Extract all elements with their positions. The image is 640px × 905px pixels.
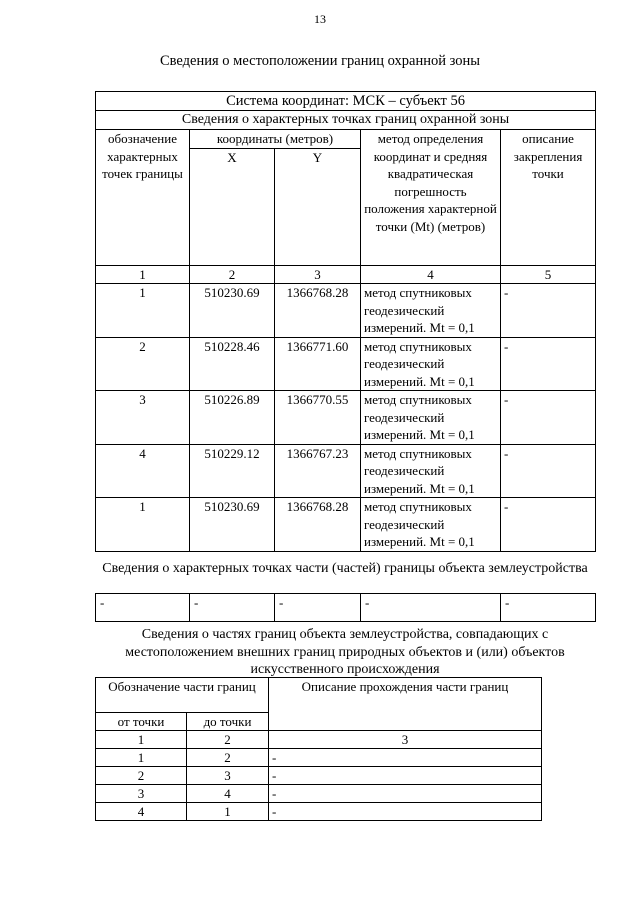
point-number: 1	[96, 284, 190, 338]
table-row	[96, 803, 542, 821]
coord-x: 510230.69	[190, 498, 275, 552]
header-to-point: до точки	[187, 713, 269, 731]
column-number: 5	[501, 265, 596, 284]
description-text: -	[501, 444, 596, 498]
table-row	[96, 444, 596, 498]
part-description: -	[269, 803, 542, 821]
column-number: 1	[96, 731, 187, 749]
table-row	[96, 767, 542, 785]
coord-y: 1366768.28	[275, 284, 361, 338]
column-number: 3	[269, 731, 542, 749]
empty-cell: -	[96, 594, 190, 622]
table-row	[96, 337, 596, 391]
point-number: 4	[96, 444, 190, 498]
from-point: 2	[96, 767, 187, 785]
method-text: метод спутниковых геодезический измерений. Mt = 0,1	[361, 284, 501, 338]
description-text: -	[501, 284, 596, 338]
table-row	[96, 284, 596, 338]
from-point: 3	[96, 785, 187, 803]
coordinates-table	[95, 91, 596, 552]
part-description: -	[269, 749, 542, 767]
table-row	[96, 498, 596, 552]
table-row	[96, 391, 596, 445]
header-coordinates: координаты (метров)	[190, 130, 361, 149]
point-number: 1	[96, 498, 190, 552]
column-number: 2	[190, 265, 275, 284]
point-number: 3	[96, 391, 190, 445]
empty-cell: -	[275, 594, 361, 622]
empty-cell: -	[361, 594, 501, 622]
from-point: 1	[96, 749, 187, 767]
coord-y: 1366768.28	[275, 498, 361, 552]
empty-cell: -	[501, 594, 596, 622]
coord-x: 510226.89	[190, 391, 275, 445]
description-text: -	[501, 337, 596, 391]
to-point: 4	[187, 785, 269, 803]
header-part-description: Описание прохождения части границ	[269, 678, 542, 731]
natural-section-title: Сведения о частях границ объекта землеустройства, совпадающих с местоположением внешних границ природных объектов и (или) объектов искусственного происхождения	[125, 627, 565, 677]
table-row	[96, 749, 542, 767]
method-text: метод спутниковых геодезический измерений. Mt = 0,1	[361, 391, 501, 445]
coordinates-subtitle: Сведения о характерных точках границ охранной зоны	[96, 111, 596, 130]
page-number: 13	[314, 12, 326, 26]
description-text: -	[501, 498, 596, 552]
method-text: метод спутниковых геодезический измерений. Mt = 0,1	[361, 498, 501, 552]
part-description: -	[269, 767, 542, 785]
empty-cell: -	[190, 594, 275, 622]
coord-y: 1366767.23	[275, 444, 361, 498]
coordinate-system: Система координат: МСК – субъект 56	[96, 92, 596, 111]
from-point: 4	[96, 803, 187, 821]
to-point: 3	[187, 767, 269, 785]
column-number: 3	[275, 265, 361, 284]
header-method: метод определения координат и средняя квадратическая погрешность положения характерной точки (Mt) (метров)	[361, 130, 501, 266]
coord-x: 510230.69	[190, 284, 275, 338]
to-point: 2	[187, 749, 269, 767]
parts-table	[95, 593, 596, 622]
natural-boundaries-table	[95, 677, 542, 821]
table-row	[96, 785, 542, 803]
column-number: 2	[187, 731, 269, 749]
method-text: метод спутниковых геодезический измерений. Mt = 0,1	[361, 444, 501, 498]
coord-y: 1366771.60	[275, 337, 361, 391]
header-description: описание закрепления точки	[501, 130, 596, 266]
page-title: Сведения о местоположении границ охранной зоны	[159, 53, 480, 69]
coord-x: 510228.46	[190, 337, 275, 391]
coord-x: 510229.12	[190, 444, 275, 498]
table-row	[96, 594, 596, 622]
coord-y: 1366770.55	[275, 391, 361, 445]
column-number: 4	[361, 265, 501, 284]
point-number: 2	[96, 337, 190, 391]
description-text: -	[501, 391, 596, 445]
to-point: 1	[187, 803, 269, 821]
header-y: Y	[275, 148, 361, 265]
header-x: X	[190, 148, 275, 265]
method-text: метод спутниковых геодезический измерений. Mt = 0,1	[361, 337, 501, 391]
part-description: -	[269, 785, 542, 803]
header-designation: обозначение характерных точек границы	[96, 130, 190, 266]
column-number: 1	[96, 265, 190, 284]
header-from-point: от точки	[96, 713, 187, 731]
header-part-designation: Обозначение части границ	[96, 678, 269, 713]
parts-section-title: Сведения о характерных точках части (частей) границы объекта землеустройства	[102, 561, 588, 576]
